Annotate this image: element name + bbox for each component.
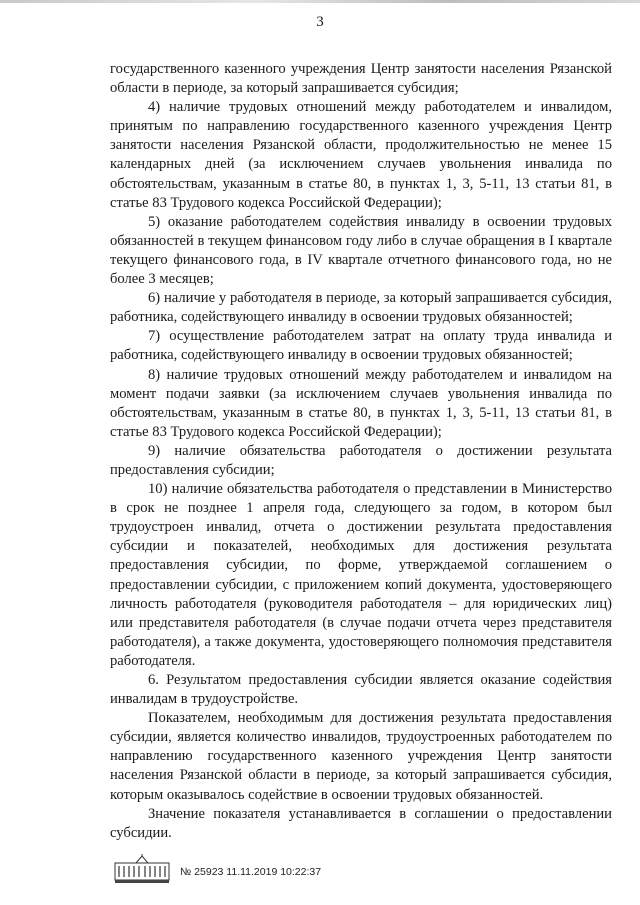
registration-number: № 25923 11.11.2019 10:22:37 xyxy=(180,866,322,878)
paragraph: 6) наличие у работодателя в периоде, за который запрашивается субсидия, работника, содействующего инвалиду в освоении трудовых обязанностей; xyxy=(110,290,612,326)
paragraph: 10) наличие обязательства работодателя о представлении в Министерство в срок не позднее 1 апреля года, следующего за годом, в котором был трудоустроен инвалид, отчета о достижении результата предоставления субсидии и показателей, необходимых для достижения результата предоставления субсидии, по форме, утверждаемой соглашением о предоставлении субсидии, с приложением копий документа, удостоверяющего личность работодателя (руководителя работодателя – для юридических лиц) или представителя работодателя (в случае подачи отчета через представителя работодателя), а также документа, удостоверяющего полномочия представителя работодателя. xyxy=(110,481,612,669)
document-footer xyxy=(114,850,414,890)
paragraph: Значение показателя устанавливается в соглашении о предоставлении субсидии. xyxy=(110,805,612,841)
paragraph: 5) оказание работодателем содействия инвалиду в освоении трудовых обязанностей в текущем финансовом году либо в случае обращения в I квартале текущего финансового года, в IV квартале отчетного финансового года, но не более 3 месяцев; xyxy=(110,213,612,288)
paragraph: 7) осуществление работодателем затрат на оплату труда инвалида и работника, содействующего инвалиду в освоении трудовых обязанностей; xyxy=(110,328,612,364)
paragraph: 9) наличие обязательства работодателя о достижении результата предоставления субсидии; xyxy=(110,442,612,478)
document-body xyxy=(110,60,612,843)
paragraph: 4) наличие трудовых отношений между работодателем и инвалидом, принятым по направлению государственного казенного учреждения Центр занятости населения Рязанской области, продолжительностью не менее 15 календарных дней (за исключением случаев увольнения инвалида по обстоятельствам, указанным в статье 80, в пунктах 1, 3, 5-11, 13 статьи 81, в статье 83 Трудового кодекса Российской Федерации); xyxy=(110,99,612,211)
registry-building-stamp-icon xyxy=(114,854,170,884)
page-number: 3 xyxy=(316,14,324,30)
paragraph: государственного казенного учреждения Центр занятости населения Рязанской области в периоде, за который запрашивается субсидия; xyxy=(110,61,612,97)
paragraph: 8) наличие трудовых отношений между работодателем и инвалидом на момент подачи заявки (за исключением случаев увольнения инвалида по обстоятельствам, указанным в статье 80, в пунктах 1, 3, 5-11, 13 статьи 81, в статье 83 Трудового кодекса Российской Федерации); xyxy=(110,366,612,440)
scan-edge xyxy=(0,0,640,3)
paragraph: Показателем, необходимым для достижения результата предоставления субсидии, является количество инвалидов, трудоустроенных работодателем по направлению государственного казенного учреждения Центр занятости населения Рязанской области в периоде, за который запрашивается субсидия, которым оказывалось содействие в освоении трудовых обязанностей. xyxy=(110,710,612,803)
paragraph: 6. Результатом предоставления субсидии является оказание содействия инвалидам в трудоустройстве. xyxy=(110,672,612,708)
